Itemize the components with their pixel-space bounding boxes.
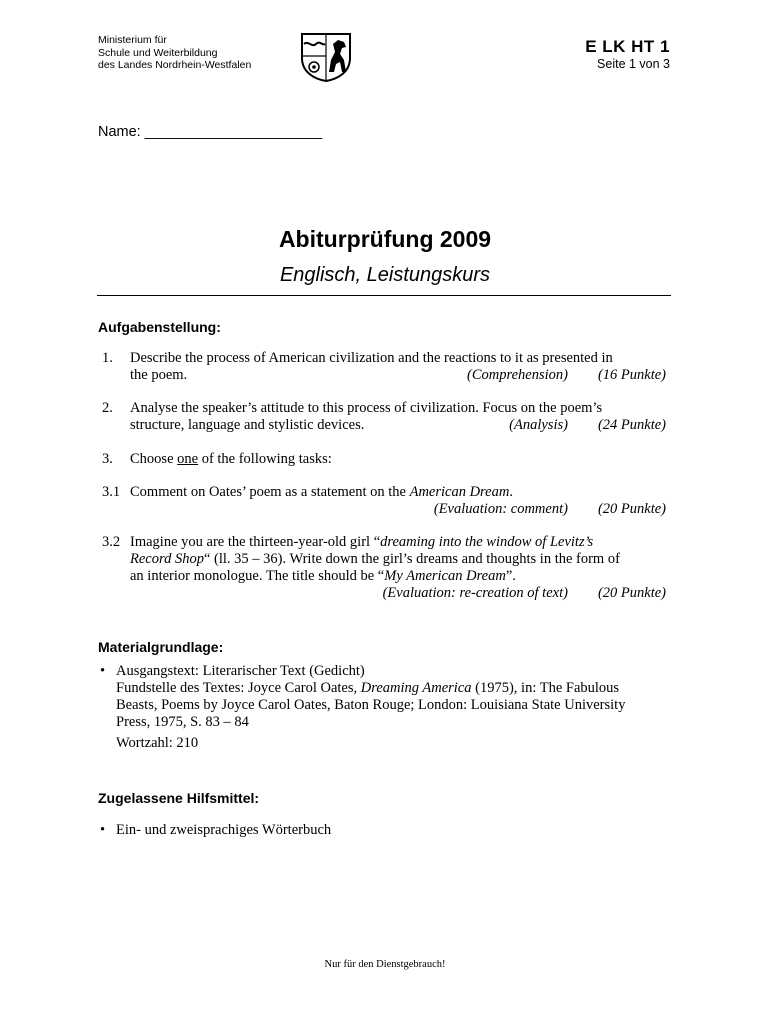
word-count: Wortzahl: 210 (116, 735, 199, 751)
ministry-line-3: des Landes Nordrhein-Westfalen (98, 59, 252, 71)
material-heading: Materialgrundlage: (98, 639, 224, 655)
task-number: 2. (102, 400, 113, 416)
material-text: Beasts, Poems by Joyce Carol Oates, Baton Rouge; London: Louisiana State University (116, 697, 626, 713)
ministry-line-1: Ministerium für (98, 34, 167, 46)
task-text: an interior monologue. The title should be “ (130, 568, 385, 584)
task-text: the poem. (130, 367, 188, 383)
task-emphasis: one (177, 451, 199, 467)
task-points: (20 Punkte) (597, 585, 666, 601)
task-text: Comment on Oates’ poem as a statement on the (130, 484, 410, 500)
task-text: ”. (505, 568, 516, 584)
bullet-icon: • (100, 663, 106, 679)
task-emphasis: dreaming into the window of Levitz’s (380, 534, 594, 550)
task-type: (Analysis) (509, 417, 568, 433)
task-3-2 (98, 534, 666, 602)
task-2 (98, 400, 666, 434)
material-text: Ausgangstext: Literarischer Text (Gedicht) (116, 663, 365, 679)
task-emphasis: My American Dream (384, 568, 506, 584)
task-text: Choose (130, 451, 178, 467)
task-text: “ (ll. 35 – 36). Write down the girl’s dreams and thoughts in the form of (203, 551, 620, 567)
coat-of-arms-icon (300, 32, 352, 82)
task-text: of the following tasks: (198, 451, 332, 467)
task-points: (24 Punkte) (597, 417, 666, 433)
footer-note: Nur für den Dienstgebrauch! (324, 959, 446, 970)
ministry-line-2: Schule und Weiterbildung (98, 46, 218, 59)
task-number: 3. (102, 451, 113, 467)
task-text: . (509, 484, 513, 500)
title-divider (97, 295, 671, 296)
ministry-name (98, 34, 251, 72)
task-type: (Comprehension) (467, 367, 568, 383)
page-title: Abiturprüfung 2009 (278, 226, 492, 252)
bullet-icon: • (100, 822, 106, 838)
name-label: Name: (98, 124, 141, 140)
page-indicator: Seite 1 von 3 (597, 57, 670, 71)
task-number: 3.1 (102, 484, 121, 500)
document-id-block (585, 37, 670, 72)
aids-heading: Zugelassene Hilfsmittel: (98, 790, 260, 806)
aids-text: Ein- und zweisprachiges Wörterbuch (116, 822, 332, 838)
task-points: (20 Punkte) (597, 501, 666, 517)
material-list-item (98, 663, 668, 752)
material-text: Press, 1975, S. 83 – 84 (116, 714, 249, 730)
task-3 (98, 451, 666, 468)
tasks-heading: Aufgabenstellung: (98, 319, 221, 335)
task-text: Analyse the speaker’s attitude to this process of civilization. Focus on the poem’s (130, 400, 603, 416)
document-code: E LK HT 1 (585, 37, 670, 56)
task-text: Describe the process of American civilization and the reactions to it as presented in (130, 350, 613, 366)
task-emphasis: Record Shop (130, 551, 204, 567)
page-subtitle: Englisch, Leistungskurs (279, 264, 491, 286)
task-emphasis: American Dream (409, 484, 510, 500)
name-blank-line: ______________________ (144, 124, 323, 140)
task-points: (16 Punkte) (597, 367, 666, 383)
task-3-1 (98, 484, 666, 518)
name-field (98, 124, 322, 140)
task-text: Imagine you are the thirteen-year-old girl “ (130, 534, 381, 550)
aids-list-item (98, 822, 668, 839)
material-title: Dreaming America (360, 680, 472, 696)
task-type: (Evaluation: re-creation of text) (382, 585, 568, 601)
task-number: 1. (102, 350, 113, 366)
task-type: (Evaluation: comment) (433, 501, 568, 517)
material-text: Fundstelle des Textes: Joyce Carol Oates, (116, 680, 361, 696)
task-1 (98, 350, 666, 384)
task-number: 3.2 (102, 534, 121, 550)
task-text: structure, language and stylistic devices. (130, 417, 365, 433)
material-text: (1975), in: The Fabulous (471, 680, 620, 696)
